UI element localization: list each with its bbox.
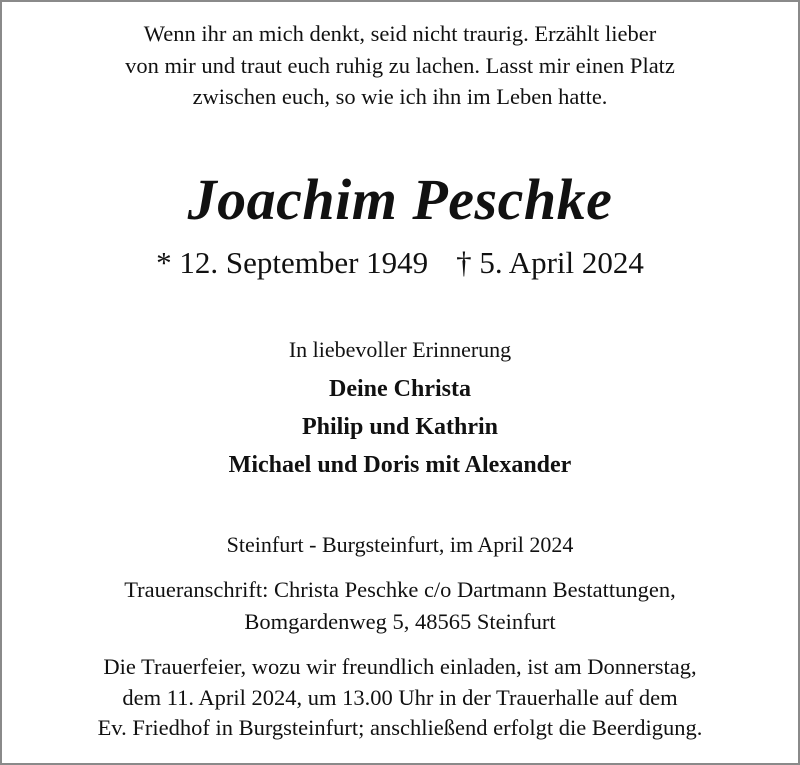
address-line: Traueranschrift: Christa Peschke c/o Dartmann Bestattungen, (124, 577, 676, 602)
mourner-name: Deine Christa (329, 376, 471, 402)
service-line: Die Trauerfeier, wozu wir freundlich einladen, ist am Donnerstag, (103, 654, 697, 679)
quote-line: zwischen euch, so wie ich ihn im Leben hatte. (192, 84, 608, 109)
quote-line: Wenn ihr an mich denkt, seid nicht traurig. Erzählt lieber (143, 21, 657, 46)
mourner-name: Michael und Doris mit Alexander (228, 452, 572, 478)
birth-date: * 12. September 1949 (156, 245, 429, 280)
death-date: † 5. April 2024 (456, 245, 644, 280)
memorial-quote (2, 18, 798, 113)
service-line: Ev. Friedhof in Burgsteinfurt; anschließend erfolgt die Beerdigung. (97, 715, 703, 740)
remembrance-line: In liebevoller Erinnerung (288, 337, 512, 362)
service-line: dem 11. April 2024, um 13.00 Uhr in der Trauerhalle auf dem (122, 684, 678, 710)
mourners-list (2, 370, 798, 484)
quote-line: von mir und traut euch ruhig zu lachen. Lasst mir einen Platz (125, 52, 675, 78)
place-and-date: Steinfurt - Burgsteinfurt, im April 2024 (226, 532, 574, 557)
funeral-service-info (2, 652, 798, 744)
mourner-name: Philip und Kathrin (301, 414, 499, 440)
life-dates (2, 243, 798, 283)
address-line: Bomgardenweg 5, 48565 Steinfurt (244, 608, 556, 634)
mourning-address (2, 574, 798, 637)
deceased-name: Joachim Peschke (187, 167, 613, 232)
